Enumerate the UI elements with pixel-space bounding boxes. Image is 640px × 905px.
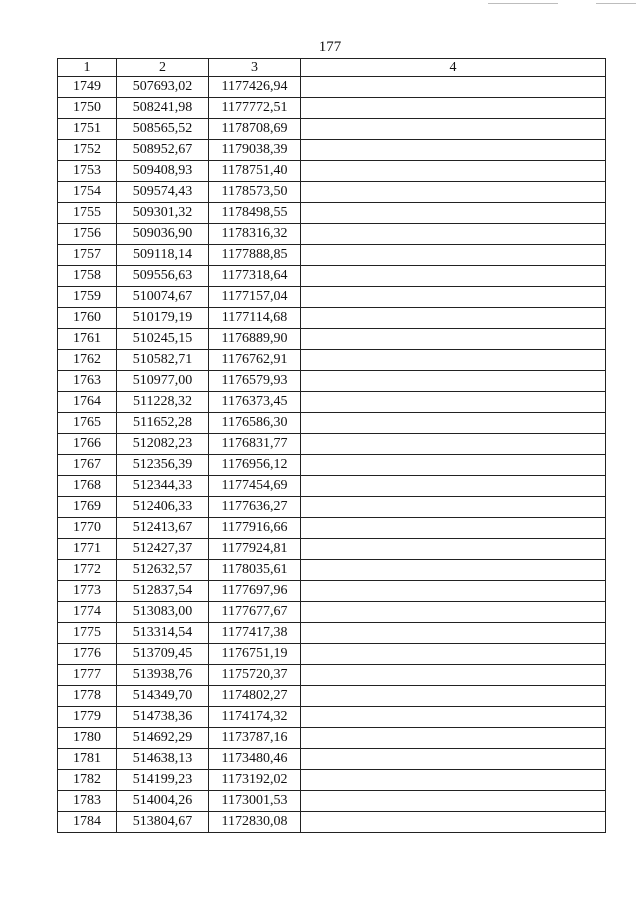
- table-row: [58, 644, 606, 665]
- note-cell: [301, 224, 606, 245]
- y-coordinate-cell: 1178751,40: [209, 161, 301, 182]
- point-number-cell: 1755: [58, 203, 117, 224]
- table-row: [58, 581, 606, 602]
- note-cell: [301, 182, 606, 203]
- table-row: [58, 434, 606, 455]
- y-coordinate-cell: 1173001,53: [209, 791, 301, 812]
- table-row: [58, 140, 606, 161]
- x-coordinate-cell: 512406,33: [117, 497, 209, 518]
- x-coordinate-cell: 510179,19: [117, 308, 209, 329]
- x-coordinate-cell: 513083,00: [117, 602, 209, 623]
- table-row: [58, 266, 606, 287]
- note-cell: [301, 77, 606, 98]
- x-coordinate-cell: 510977,00: [117, 371, 209, 392]
- note-cell: [301, 560, 606, 581]
- point-number-cell: 1749: [58, 77, 117, 98]
- y-coordinate-cell: 1176956,12: [209, 455, 301, 476]
- y-coordinate-cell: 1177924,81: [209, 539, 301, 560]
- x-coordinate-cell: 513709,45: [117, 644, 209, 665]
- note-cell: [301, 665, 606, 686]
- note-cell: [301, 287, 606, 308]
- y-coordinate-cell: 1176751,19: [209, 644, 301, 665]
- column-header-1: 1: [58, 59, 117, 77]
- x-coordinate-cell: 512413,67: [117, 518, 209, 539]
- point-number-cell: 1773: [58, 581, 117, 602]
- note-cell: [301, 434, 606, 455]
- y-coordinate-cell: 1176579,93: [209, 371, 301, 392]
- x-coordinate-cell: 513804,67: [117, 812, 209, 833]
- x-coordinate-cell: 508952,67: [117, 140, 209, 161]
- note-cell: [301, 329, 606, 350]
- point-number-cell: 1757: [58, 245, 117, 266]
- note-cell: [301, 119, 606, 140]
- point-number-cell: 1772: [58, 560, 117, 581]
- x-coordinate-cell: 511652,28: [117, 413, 209, 434]
- y-coordinate-cell: 1176889,90: [209, 329, 301, 350]
- y-coordinate-cell: 1177636,27: [209, 497, 301, 518]
- y-coordinate-cell: 1177677,67: [209, 602, 301, 623]
- point-number-cell: 1774: [58, 602, 117, 623]
- x-coordinate-cell: 513938,76: [117, 665, 209, 686]
- y-coordinate-cell: 1173787,16: [209, 728, 301, 749]
- note-cell: [301, 602, 606, 623]
- y-coordinate-cell: 1176586,30: [209, 413, 301, 434]
- note-cell: [301, 518, 606, 539]
- y-coordinate-cell: 1178035,61: [209, 560, 301, 581]
- y-coordinate-cell: 1177697,96: [209, 581, 301, 602]
- x-coordinate-cell: 514004,26: [117, 791, 209, 812]
- point-number-cell: 1751: [58, 119, 117, 140]
- y-coordinate-cell: 1177417,38: [209, 623, 301, 644]
- x-coordinate-cell: 510245,15: [117, 329, 209, 350]
- point-number-cell: 1761: [58, 329, 117, 350]
- table-row: [58, 182, 606, 203]
- point-number-cell: 1777: [58, 665, 117, 686]
- table-row: [58, 686, 606, 707]
- table-row: [58, 728, 606, 749]
- y-coordinate-cell: 1177772,51: [209, 98, 301, 119]
- page-number: 177: [318, 39, 342, 55]
- note-cell: [301, 476, 606, 497]
- point-number-cell: 1781: [58, 749, 117, 770]
- x-coordinate-cell: 512427,37: [117, 539, 209, 560]
- y-coordinate-cell: 1173480,46: [209, 749, 301, 770]
- y-coordinate-cell: 1178573,50: [209, 182, 301, 203]
- table-header: [58, 59, 606, 77]
- point-number-cell: 1770: [58, 518, 117, 539]
- table-row: [58, 350, 606, 371]
- coordinates-table: [57, 58, 606, 833]
- y-coordinate-cell: 1176831,77: [209, 434, 301, 455]
- table-row: [58, 770, 606, 791]
- note-cell: [301, 497, 606, 518]
- point-number-cell: 1754: [58, 182, 117, 203]
- x-coordinate-cell: 512344,33: [117, 476, 209, 497]
- table-row: [58, 329, 606, 350]
- point-number-cell: 1767: [58, 455, 117, 476]
- table-row: [58, 98, 606, 119]
- point-number-cell: 1763: [58, 371, 117, 392]
- scan-artifact-line: [596, 3, 636, 4]
- y-coordinate-cell: 1174802,27: [209, 686, 301, 707]
- table-row: [58, 308, 606, 329]
- table-row: [58, 203, 606, 224]
- note-cell: [301, 371, 606, 392]
- point-number-cell: 1753: [58, 161, 117, 182]
- header-row: [58, 59, 606, 77]
- y-coordinate-cell: 1177157,04: [209, 287, 301, 308]
- note-cell: [301, 728, 606, 749]
- note-cell: [301, 455, 606, 476]
- note-cell: [301, 812, 606, 833]
- table-row: [58, 119, 606, 140]
- table-row: [58, 413, 606, 434]
- point-number-cell: 1752: [58, 140, 117, 161]
- note-cell: [301, 203, 606, 224]
- y-coordinate-cell: 1178708,69: [209, 119, 301, 140]
- note-cell: [301, 245, 606, 266]
- y-coordinate-cell: 1177426,94: [209, 77, 301, 98]
- table-row: [58, 161, 606, 182]
- y-coordinate-cell: 1174174,32: [209, 707, 301, 728]
- column-header-3: 3: [209, 59, 301, 77]
- note-cell: [301, 749, 606, 770]
- y-coordinate-cell: 1177888,85: [209, 245, 301, 266]
- table-body: [58, 77, 606, 833]
- x-coordinate-cell: 510582,71: [117, 350, 209, 371]
- note-cell: [301, 770, 606, 791]
- table-row: [58, 749, 606, 770]
- table-row: [58, 287, 606, 308]
- point-number-cell: 1750: [58, 98, 117, 119]
- point-number-cell: 1765: [58, 413, 117, 434]
- note-cell: [301, 98, 606, 119]
- table-row: [58, 245, 606, 266]
- table-row: [58, 812, 606, 833]
- y-coordinate-cell: 1177318,64: [209, 266, 301, 287]
- x-coordinate-cell: 514638,13: [117, 749, 209, 770]
- column-header-2: 2: [117, 59, 209, 77]
- point-number-cell: 1768: [58, 476, 117, 497]
- x-coordinate-cell: 508241,98: [117, 98, 209, 119]
- y-coordinate-cell: 1177916,66: [209, 518, 301, 539]
- point-number-cell: 1766: [58, 434, 117, 455]
- x-coordinate-cell: 507693,02: [117, 77, 209, 98]
- y-coordinate-cell: 1176373,45: [209, 392, 301, 413]
- x-coordinate-cell: 509556,63: [117, 266, 209, 287]
- note-cell: [301, 686, 606, 707]
- table-row: [58, 77, 606, 98]
- point-number-cell: 1783: [58, 791, 117, 812]
- point-number-cell: 1776: [58, 644, 117, 665]
- point-number-cell: 1756: [58, 224, 117, 245]
- x-coordinate-cell: 508565,52: [117, 119, 209, 140]
- x-coordinate-cell: 512356,39: [117, 455, 209, 476]
- x-coordinate-cell: 514738,36: [117, 707, 209, 728]
- table-row: [58, 497, 606, 518]
- point-number-cell: 1782: [58, 770, 117, 791]
- x-coordinate-cell: 509301,32: [117, 203, 209, 224]
- note-cell: [301, 140, 606, 161]
- note-cell: [301, 350, 606, 371]
- point-number-cell: 1784: [58, 812, 117, 833]
- x-coordinate-cell: 509408,93: [117, 161, 209, 182]
- x-coordinate-cell: 512632,57: [117, 560, 209, 581]
- note-cell: [301, 707, 606, 728]
- table-row: [58, 476, 606, 497]
- point-number-cell: 1771: [58, 539, 117, 560]
- x-coordinate-cell: 514692,29: [117, 728, 209, 749]
- x-coordinate-cell: 509036,90: [117, 224, 209, 245]
- point-number-cell: 1760: [58, 308, 117, 329]
- x-coordinate-cell: 510074,67: [117, 287, 209, 308]
- point-number-cell: 1758: [58, 266, 117, 287]
- table-row: [58, 707, 606, 728]
- table-row: [58, 539, 606, 560]
- table-row: [58, 560, 606, 581]
- point-number-cell: 1764: [58, 392, 117, 413]
- y-coordinate-cell: 1177114,68: [209, 308, 301, 329]
- table-row: [58, 392, 606, 413]
- y-coordinate-cell: 1175720,37: [209, 665, 301, 686]
- note-cell: [301, 266, 606, 287]
- x-coordinate-cell: 511228,32: [117, 392, 209, 413]
- point-number-cell: 1769: [58, 497, 117, 518]
- x-coordinate-cell: 509574,43: [117, 182, 209, 203]
- x-coordinate-cell: 512082,23: [117, 434, 209, 455]
- scan-artifact-line: [488, 3, 558, 4]
- table-row: [58, 455, 606, 476]
- note-cell: [301, 791, 606, 812]
- x-coordinate-cell: 509118,14: [117, 245, 209, 266]
- point-number-cell: 1759: [58, 287, 117, 308]
- note-cell: [301, 392, 606, 413]
- table-row: [58, 518, 606, 539]
- x-coordinate-cell: 514199,23: [117, 770, 209, 791]
- note-cell: [301, 413, 606, 434]
- point-number-cell: 1775: [58, 623, 117, 644]
- point-number-cell: 1778: [58, 686, 117, 707]
- point-number-cell: 1780: [58, 728, 117, 749]
- table-row: [58, 791, 606, 812]
- x-coordinate-cell: 514349,70: [117, 686, 209, 707]
- y-coordinate-cell: 1176762,91: [209, 350, 301, 371]
- y-coordinate-cell: 1178316,32: [209, 224, 301, 245]
- note-cell: [301, 581, 606, 602]
- y-coordinate-cell: 1178498,55: [209, 203, 301, 224]
- point-number-cell: 1762: [58, 350, 117, 371]
- point-number-cell: 1779: [58, 707, 117, 728]
- table-row: [58, 665, 606, 686]
- y-coordinate-cell: 1179038,39: [209, 140, 301, 161]
- x-coordinate-cell: 512837,54: [117, 581, 209, 602]
- note-cell: [301, 644, 606, 665]
- table-row: [58, 224, 606, 245]
- y-coordinate-cell: 1173192,02: [209, 770, 301, 791]
- note-cell: [301, 623, 606, 644]
- table-row: [58, 623, 606, 644]
- note-cell: [301, 539, 606, 560]
- y-coordinate-cell: 1177454,69: [209, 476, 301, 497]
- table-row: [58, 602, 606, 623]
- table-row: [58, 371, 606, 392]
- column-header-4: 4: [301, 59, 606, 77]
- x-coordinate-cell: 513314,54: [117, 623, 209, 644]
- y-coordinate-cell: 1172830,08: [209, 812, 301, 833]
- note-cell: [301, 161, 606, 182]
- note-cell: [301, 308, 606, 329]
